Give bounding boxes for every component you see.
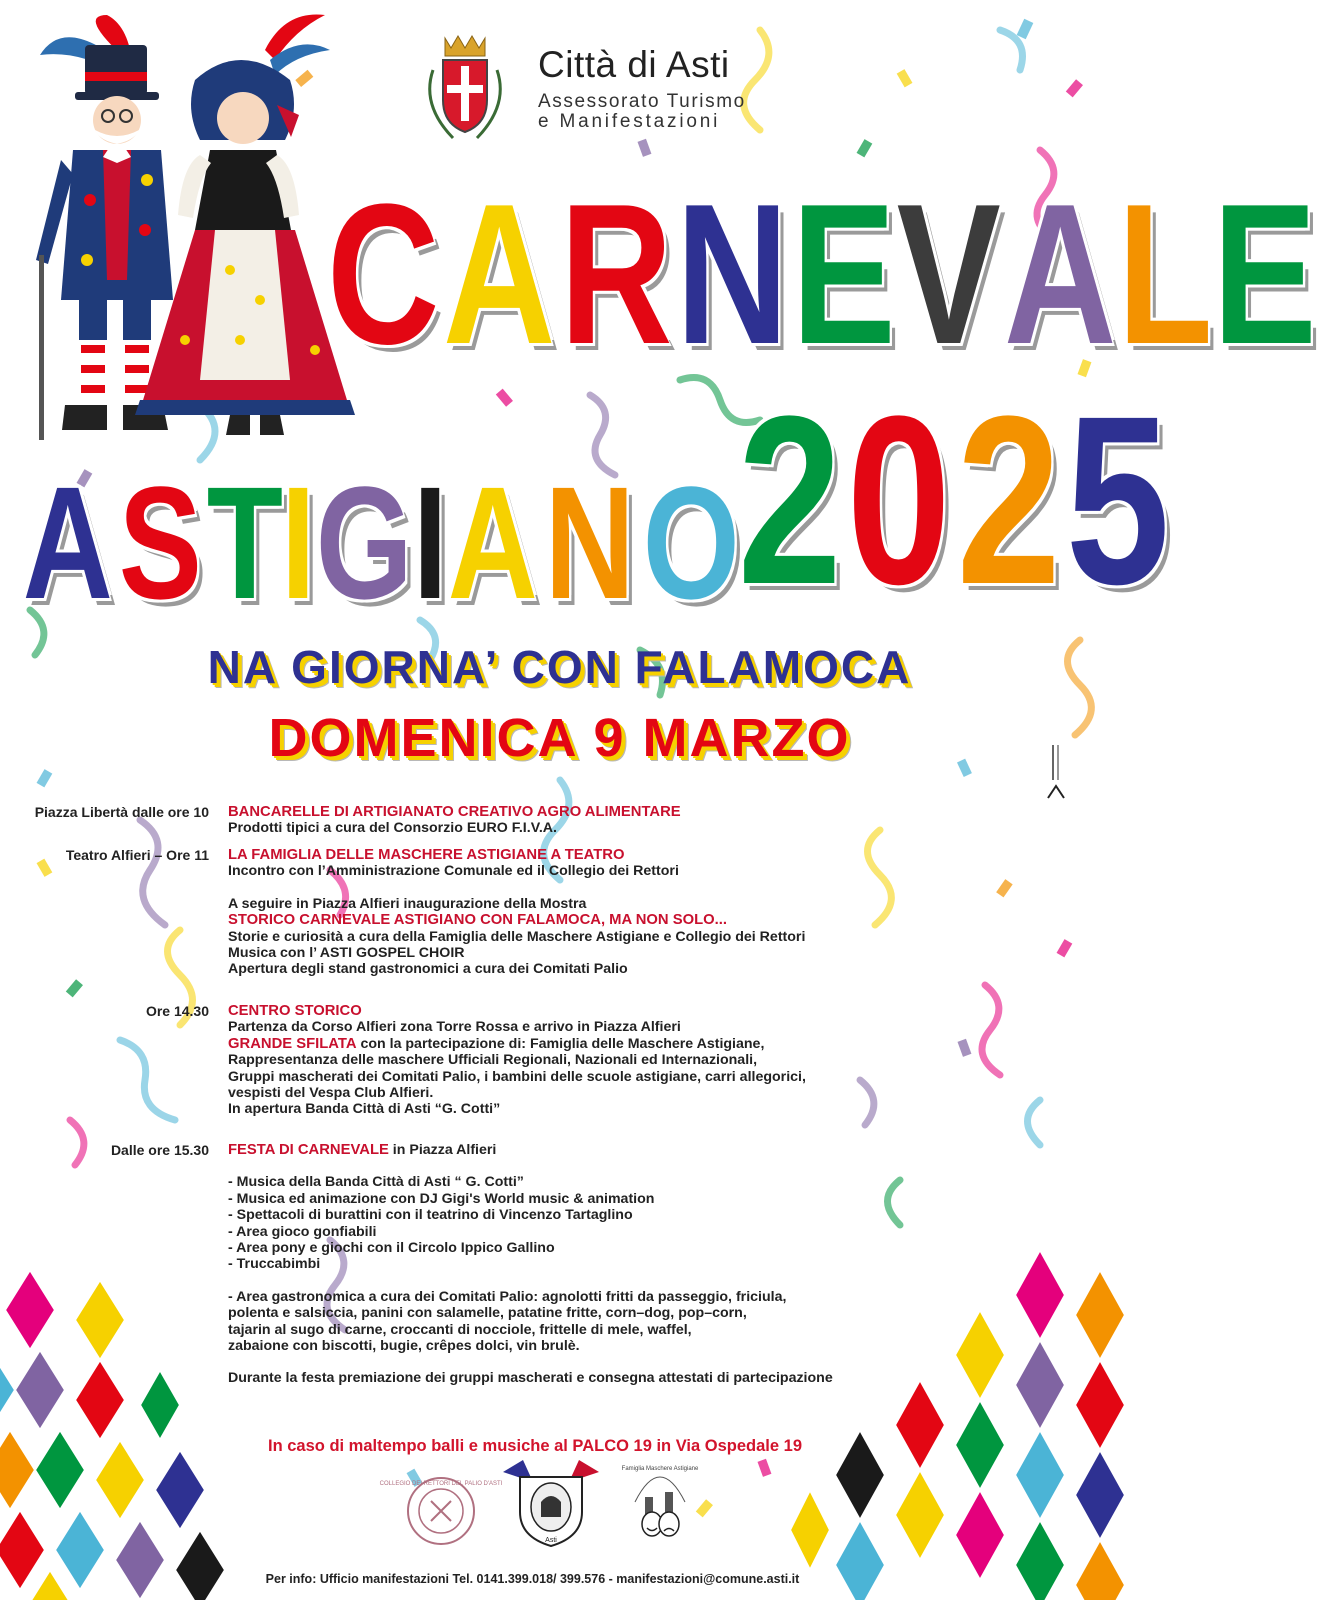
food-line: polenta e salsiccia, panini con salamelle, patatine fritte, corn–dog, pop–corn, bbox=[228, 1305, 747, 1322]
association-crest-logo-icon bbox=[495, 1452, 607, 1548]
astigiano-letter: A bbox=[22, 453, 113, 632]
event-line: Partenza da Corso Alfieri zona Torre Rossa e arrivo in Piazza Alfieri bbox=[228, 1019, 681, 1036]
printer-mark-icon bbox=[1044, 740, 1066, 800]
event-line: In apertura Banda Città di Asti “G. Cotti” bbox=[228, 1101, 501, 1118]
logo3-text: Famiglia Maschere Astigiane bbox=[621, 1466, 699, 1472]
mask-couple-illustration bbox=[15, 10, 375, 450]
event-line: Musica con l’ ASTI GOSPEL CHOIR bbox=[228, 945, 465, 962]
event-time: Ore 14.30 bbox=[145, 1003, 209, 1019]
astigiano-letter: G bbox=[315, 453, 413, 632]
title-carnevale bbox=[325, 163, 1317, 386]
carnevale-letter: A bbox=[443, 163, 556, 386]
carnevale-letter: E bbox=[1212, 163, 1317, 386]
event-line: Apertura degli stand gastronomici a cura dei Comitati Palio bbox=[228, 961, 628, 978]
astigiano-letter: N bbox=[544, 453, 635, 632]
event-title: LA FAMIGLIA DELLE MASCHERE ASTIGIANE A TEATRO bbox=[228, 847, 625, 863]
asti-coat-of-arms-icon bbox=[415, 30, 515, 148]
activity-item: - Area gioco gonfiabili bbox=[228, 1223, 377, 1240]
astigiano-letter: I bbox=[280, 453, 316, 632]
event-time: Teatro Alfieri – Ore 11 bbox=[65, 847, 209, 863]
activity-item: - Musica della Banda Città di Asti “ G. Cotti” bbox=[228, 1174, 524, 1191]
famiglia-maschere-logo-icon bbox=[621, 1462, 699, 1544]
astigiano-letter: T bbox=[206, 453, 283, 632]
event-date: DOMENICA 9 MARZO bbox=[268, 708, 851, 768]
astigiano-letter: O bbox=[643, 453, 741, 632]
carnevale-letter: N bbox=[676, 163, 789, 386]
carnevale-letter: A bbox=[1003, 163, 1117, 386]
activity-item: - Truccabimbi bbox=[228, 1256, 321, 1273]
astigiano-letter: I bbox=[413, 453, 448, 632]
event-line: con la partecipazione di: Famiglia delle Maschere Astigiane, bbox=[356, 1035, 765, 1052]
footer-contact-info: Per info: Ufficio manifestazioni Tel. 0141.399.018/ 399.576 - manifestazioni@comune.asti.it bbox=[265, 1572, 800, 1586]
department-line2: e Manifestazioni bbox=[538, 111, 721, 132]
activity-item: - Musica ed animazione con DJ Gigi's World music & animation bbox=[228, 1190, 655, 1207]
logo1-text: COLLEGIO DEI RETTORI DEL PALIO D'ASTI bbox=[379, 1481, 503, 1487]
title-astigiano bbox=[22, 453, 742, 632]
closing-line: Durante la festa premiazione dei gruppi mascherati e consegna attestati di partecipazione bbox=[228, 1370, 833, 1387]
event-line: A seguire in Piazza Alfieri inaugurazione della Mostra bbox=[228, 895, 587, 912]
event-subtitle: NA GIORNA’ CON FALAMOCA bbox=[207, 641, 912, 693]
event-line: Rappresentanza delle maschere Ufficiali Regionali, Nazionali ed Internazionali, bbox=[228, 1052, 758, 1069]
event-line: Storie e curiosità a cura della Famiglia delle Maschere Astigiane e Collegio dei Rettori bbox=[228, 928, 806, 945]
year-letter: 2 bbox=[956, 366, 1061, 634]
event-title: BANCARELLE DI ARTIGIANATO CREATIVO AGRO ALIMENTARE bbox=[228, 804, 681, 820]
year-letter: 0 bbox=[847, 366, 952, 634]
activity-item: - Area pony e giochi con il Circolo Ippico Gallino bbox=[228, 1240, 555, 1257]
food-line: tajarin al sugo di carne, croccanti di nocciole, frittelle di mele, waffel, bbox=[228, 1321, 692, 1338]
event-line: in Piazza Alfieri bbox=[388, 1142, 497, 1158]
department-line1: Assessorato Turismo bbox=[538, 91, 746, 112]
carnevale-letter: C bbox=[326, 163, 440, 386]
logo2-text: Asti bbox=[545, 1537, 557, 1544]
year-letter: 5 bbox=[1066, 366, 1171, 634]
city-name: Città di Asti bbox=[538, 44, 730, 85]
activity-item: - Spettacoli di burattini con il teatrino di Vincenzo Tartaglino bbox=[228, 1207, 633, 1224]
event-title: CENTRO STORICO bbox=[228, 1003, 362, 1019]
event-time: Dalle ore 15.30 bbox=[110, 1142, 209, 1158]
event-highlight: GRANDE SFILATA bbox=[228, 1035, 357, 1052]
event-line: Prodotti tipici a cura del Consorzio EURO F.I.V.A. bbox=[228, 820, 557, 837]
title-year bbox=[735, 366, 1171, 634]
event-line: Incontro con l’Amministrazione Comunale ed il Collegio dei Rettori bbox=[228, 863, 679, 880]
collegio-rettori-logo-icon bbox=[379, 1475, 503, 1547]
event-subtitle-title: STORICO CARNEVALE ASTIGIANO CON FALAMOCA, MA NON SOLO... bbox=[228, 912, 727, 929]
astigiano-letter: S bbox=[119, 453, 203, 632]
year-letter: 2 bbox=[737, 366, 842, 634]
event-line: vespisti del Vespa Club Alfieri. bbox=[228, 1085, 434, 1102]
carnevale-letter: V bbox=[896, 163, 1001, 386]
event-line: Gruppi mascherati dei Comitati Palio, i bambini delle scuole astigiane, carri allegorici, bbox=[228, 1068, 806, 1085]
carnevale-letter: E bbox=[791, 163, 896, 386]
carnevale-letter: L bbox=[1117, 163, 1213, 386]
astigiano-letter: A bbox=[447, 453, 538, 632]
event-title: FESTA DI CARNEVALE bbox=[228, 1142, 389, 1158]
harlequin-pattern-left bbox=[0, 1270, 240, 1600]
bad-weather-notice: In caso di maltempo balli e musiche al PALCO 19 in Via Ospedale 19 bbox=[268, 1437, 802, 1455]
food-line: zabaione con biscotti, bugie, crêpes dolci, vin brulè. bbox=[228, 1338, 580, 1355]
event-time: Piazza Libertà dalle ore 10 bbox=[34, 804, 209, 820]
carnevale-letter: R bbox=[559, 163, 673, 386]
food-line: - Area gastronomica a cura dei Comitati Palio: agnolotti fritti da passeggio, friciula, bbox=[228, 1288, 787, 1305]
